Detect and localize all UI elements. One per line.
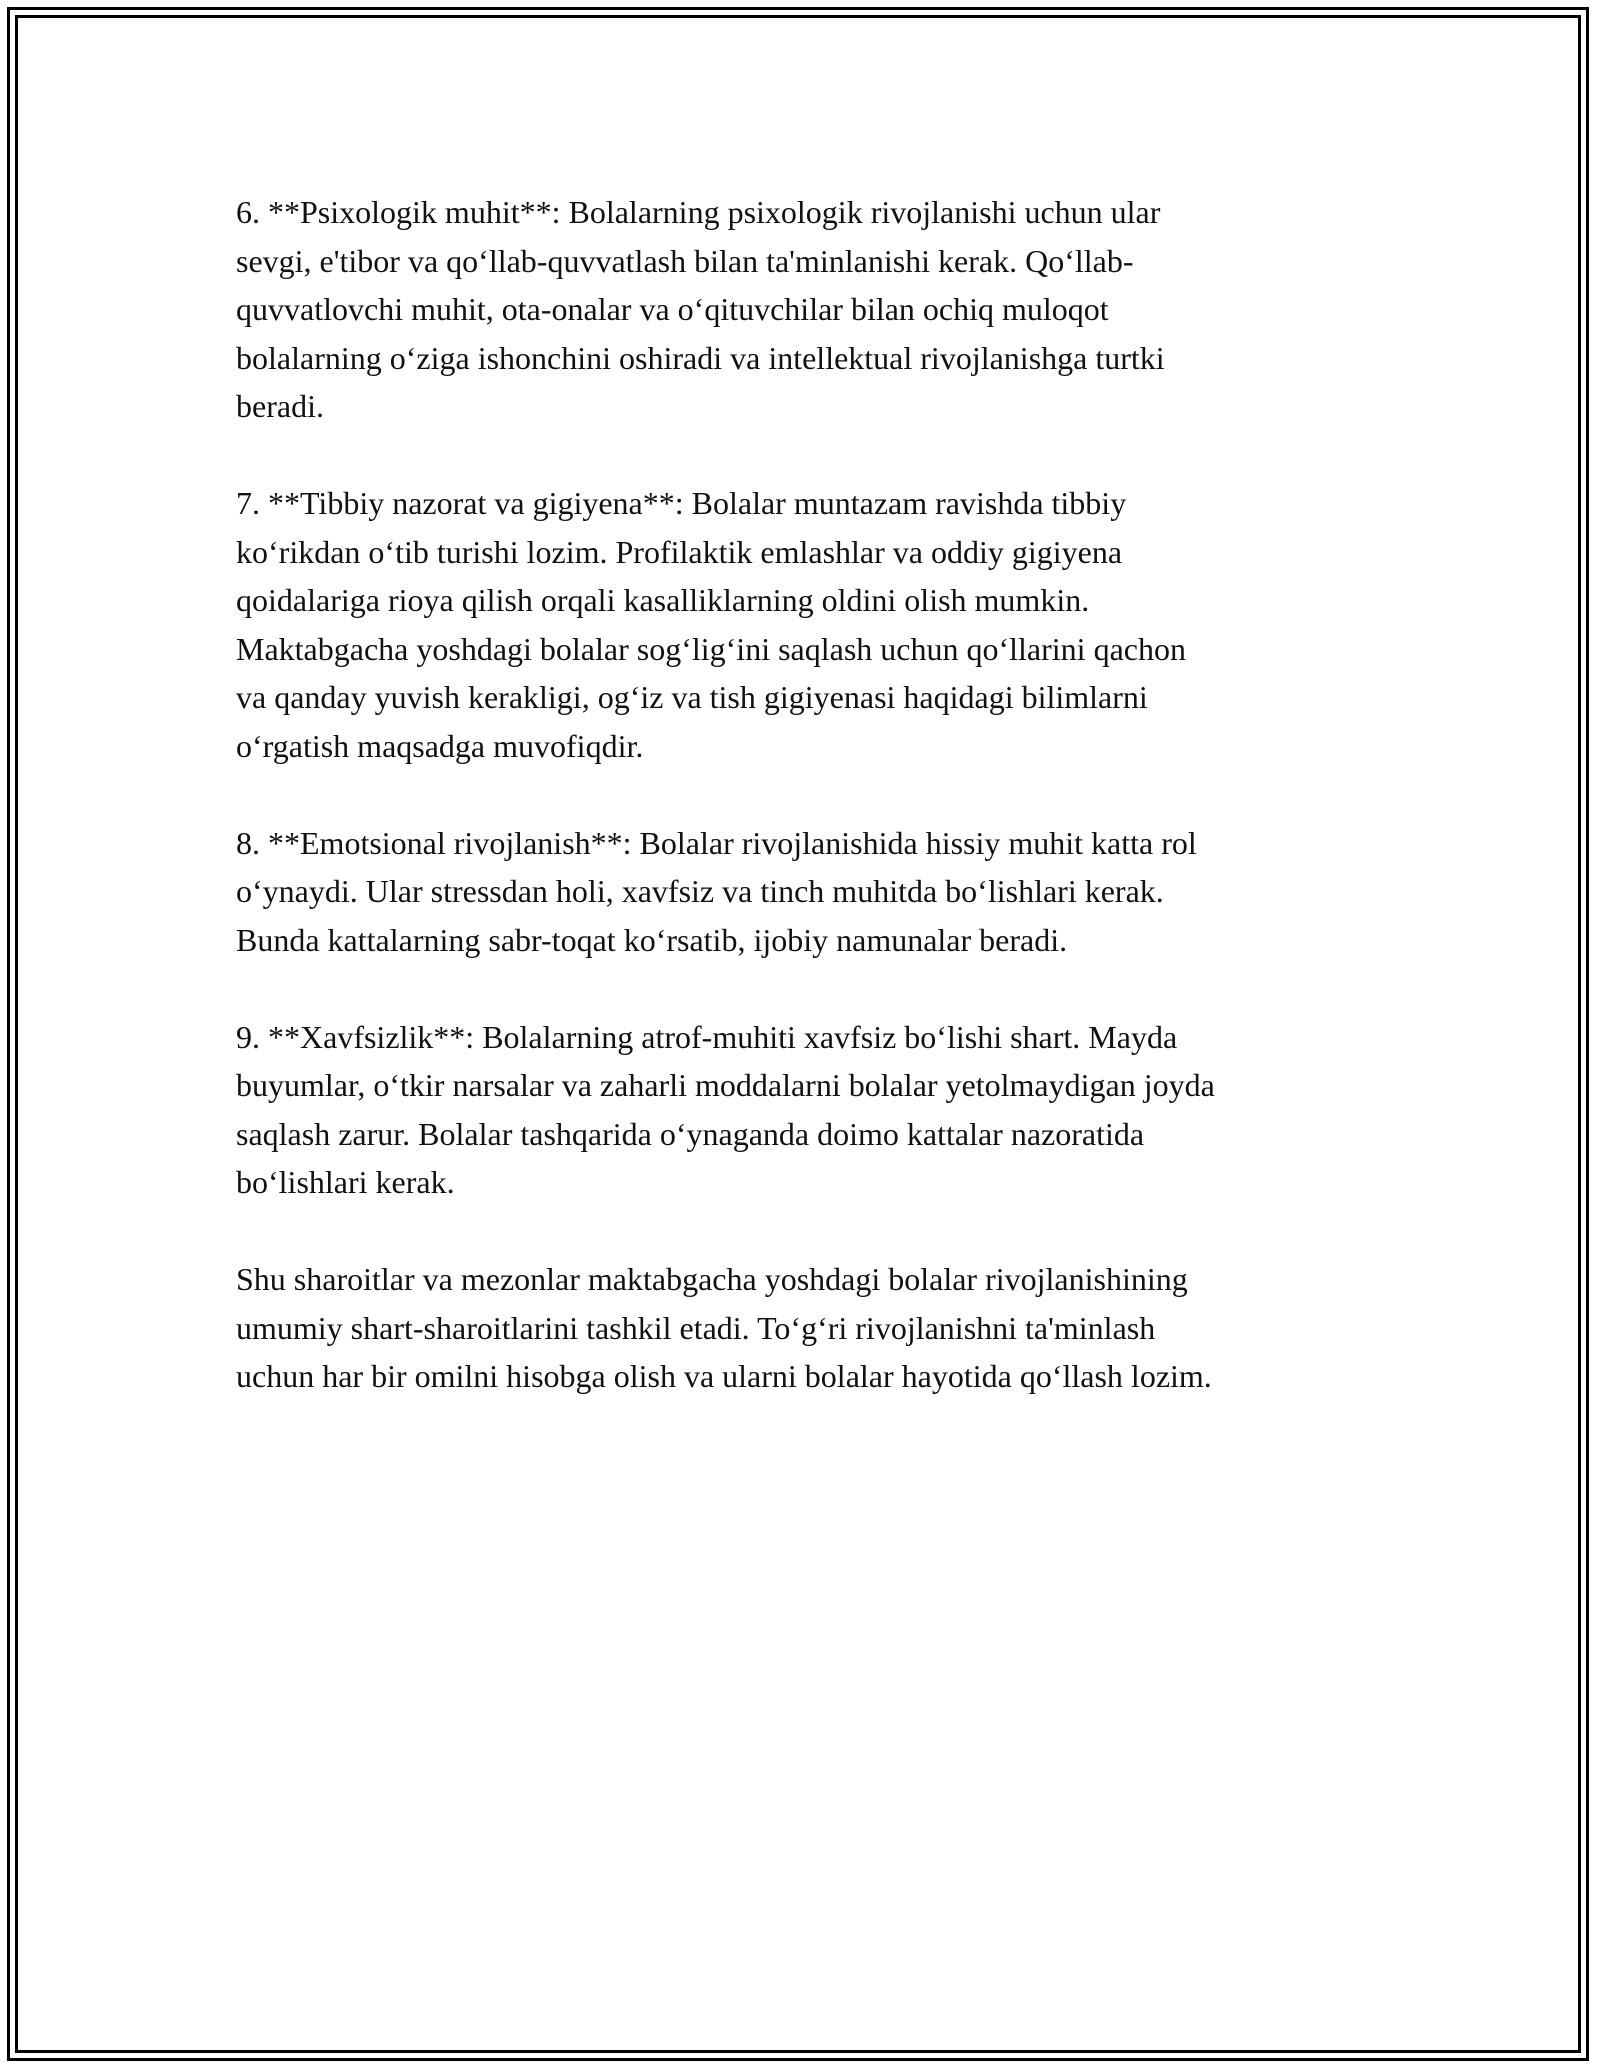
paragraph-tibbiy-nazorat: 7. **Tibbiy nazorat va gigiyena**: Bolalar muntazam ravishda tibbiy ko‘rikdan o‘tib turishi lozim. Profilaktik emlashlar va oddiy gigiyena qoidalariga rioya qilish orqali kasalliklarning oldini olish mumkin. Maktabgacha yoshdagi bolalar sog‘lig‘ini saqlash uchun qo‘llarini qachon va qanday yuvish kerakligi, og‘iz va tish gigiyenasi haqidagi bilimlarni o‘rgatish maqsadga muvofiqdir. xyxy=(236,485,1186,764)
paragraph-conclusion: Shu sharoitlar va mezonlar maktabgacha yoshdagi bolalar rivojlanishining umumiy shart-sharoitlarini tashkil etadi. To‘g‘ri rivojlanishni ta'minlash uchun har bir omilni hisobga olish va ularni bolalar hayotida qo‘llash lozim. xyxy=(236,1261,1212,1394)
paragraph-xavfsizlik: 9. **Xavfsizlik**: Bolalarning atrof-muhiti xavfsiz bo‘lishi shart. Mayda buyumlar, o‘tkir narsalar va zaharli moddalarni bolalar yetolmaydigan joyda saqlash zarur. Bolalar tashqarida o‘ynaganda doimo kattalar nazoratida bo‘lishlari kerak. xyxy=(236,1018,1215,1200)
document-body xyxy=(236,188,1376,1449)
paragraph-emotsional-rivojlanish: 8. **Emotsional rivojlanish**: Bolalar rivojlanishida hissiy muhit katta rol o‘ynaydi. Ular stressdan holi, xavfsiz va tinch muhitda bo‘lishlari kerak. Bunda kattalarning sabr-toqat ko‘rsatib, ijobiy namunalar beradi. xyxy=(236,824,1197,958)
paragraph-psixologik-muhit: 6. **Psixologik muhit**: Bolalarning psixologik rivojlanishi uchun ular sevgi, e'tibor va qo‘llab-quvvatlash bilan ta'minlanishi kerak. Qo‘llab- quvvatlovchi muhit, ota-onalar va o‘qituvchilar bilan ochiq muloqot bolalarning o‘ziga ishonchini oshiradi va intellektual rivojlanishga turtki beradi. xyxy=(236,194,1165,424)
